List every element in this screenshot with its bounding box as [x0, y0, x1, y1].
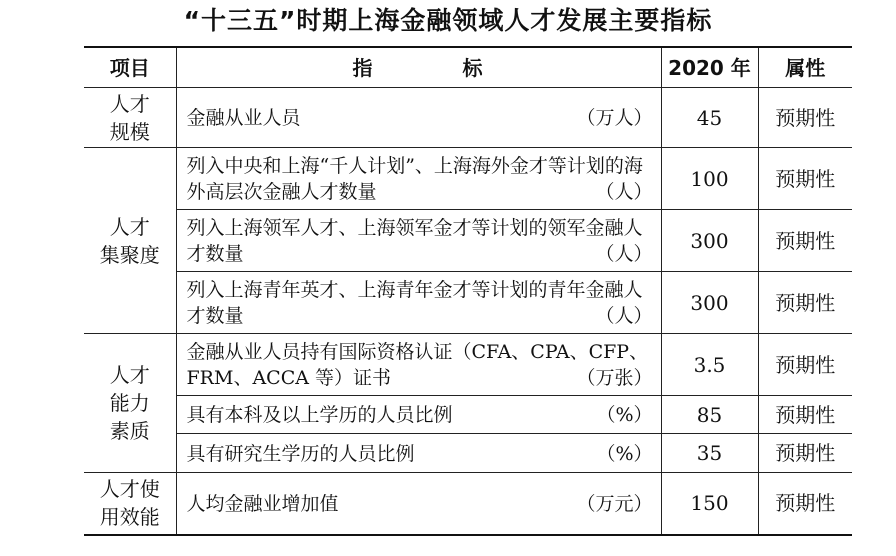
table-row	[84, 434, 852, 473]
indicator-cell	[176, 272, 661, 334]
attribute-cell: 预期性	[758, 148, 852, 210]
indicator-cell	[176, 334, 661, 396]
attribute-cell: 预期性	[758, 272, 852, 334]
value-cell: 3.5	[661, 334, 758, 396]
indicator-cell	[176, 473, 661, 535]
table-row	[84, 396, 852, 434]
category-talent-scale: 人才 规模	[84, 88, 176, 148]
attribute-cell: 预期性	[758, 434, 852, 473]
indicator-cell	[176, 396, 661, 434]
table-row	[84, 88, 852, 148]
attribute-cell: 预期性	[758, 473, 852, 535]
header-year: 2020 年	[661, 47, 758, 88]
indicator-cell	[176, 88, 661, 148]
indicator-text: 人均金融业增加值	[186, 492, 339, 515]
indicator-text: 列入中央和上海“千人计划”、上海海外金才等计划的海外高层次金融人才数量	[186, 155, 643, 203]
header-row	[84, 47, 852, 88]
category-talent-efficiency: 人才使 用效能	[84, 473, 176, 535]
header-attribute: 属性	[758, 47, 852, 88]
value-cell: 35	[661, 434, 758, 473]
indicator-table	[84, 46, 852, 536]
indicator-text: 具有研究生学历的人员比例	[186, 442, 415, 465]
indicator-text: 列入上海领军人才、上海领军金才等计划的领军金融人才数量	[186, 217, 643, 265]
attribute-cell: 预期性	[758, 210, 852, 272]
value-cell: 85	[661, 396, 758, 434]
unit-text: （人）	[595, 305, 653, 327]
value-cell: 150	[661, 473, 758, 535]
table-row	[84, 334, 852, 396]
category-talent-ability: 人才 能力 素质	[84, 334, 176, 473]
unit-text: （人）	[595, 181, 653, 203]
value-cell: 300	[661, 272, 758, 334]
unit-text: （万元）	[576, 492, 653, 515]
unit-text: （%）	[596, 442, 653, 465]
attribute-cell: 预期性	[758, 334, 852, 396]
indicator-cell	[176, 210, 661, 272]
table-title: “十三五”时期上海金融领域人才发展主要指标	[183, 6, 713, 35]
indicator-text: 列入上海青年英才、上海青年金才等计划的青年金融人才数量	[186, 279, 643, 327]
attribute-cell: 预期性	[758, 88, 852, 148]
value-cell: 45	[661, 88, 758, 148]
table-row	[84, 210, 852, 272]
unit-text: （万张）	[576, 367, 653, 389]
indicator-cell	[176, 148, 661, 210]
header-item: 项目	[84, 47, 176, 88]
table-row	[84, 473, 852, 535]
indicator-text: 金融从业人员持有国际资格认证（CFA、CPA、CFP、FRM、ACCA 等）证书	[186, 341, 649, 389]
value-cell: 100	[661, 148, 758, 210]
unit-text: （%）	[596, 404, 653, 426]
category-talent-aggregation: 人才 集聚度	[84, 148, 176, 334]
table-row	[84, 148, 852, 210]
indicator-text: 金融从业人员	[186, 107, 301, 129]
header-indicator: 指 标	[176, 47, 661, 88]
value-cell: 300	[661, 210, 758, 272]
table-row	[84, 272, 852, 334]
attribute-cell: 预期性	[758, 396, 852, 434]
unit-text: （万人）	[576, 107, 653, 129]
indicator-cell	[176, 434, 661, 473]
unit-text: （人）	[595, 243, 653, 265]
indicator-text: 具有本科及以上学历的人员比例	[186, 404, 453, 426]
